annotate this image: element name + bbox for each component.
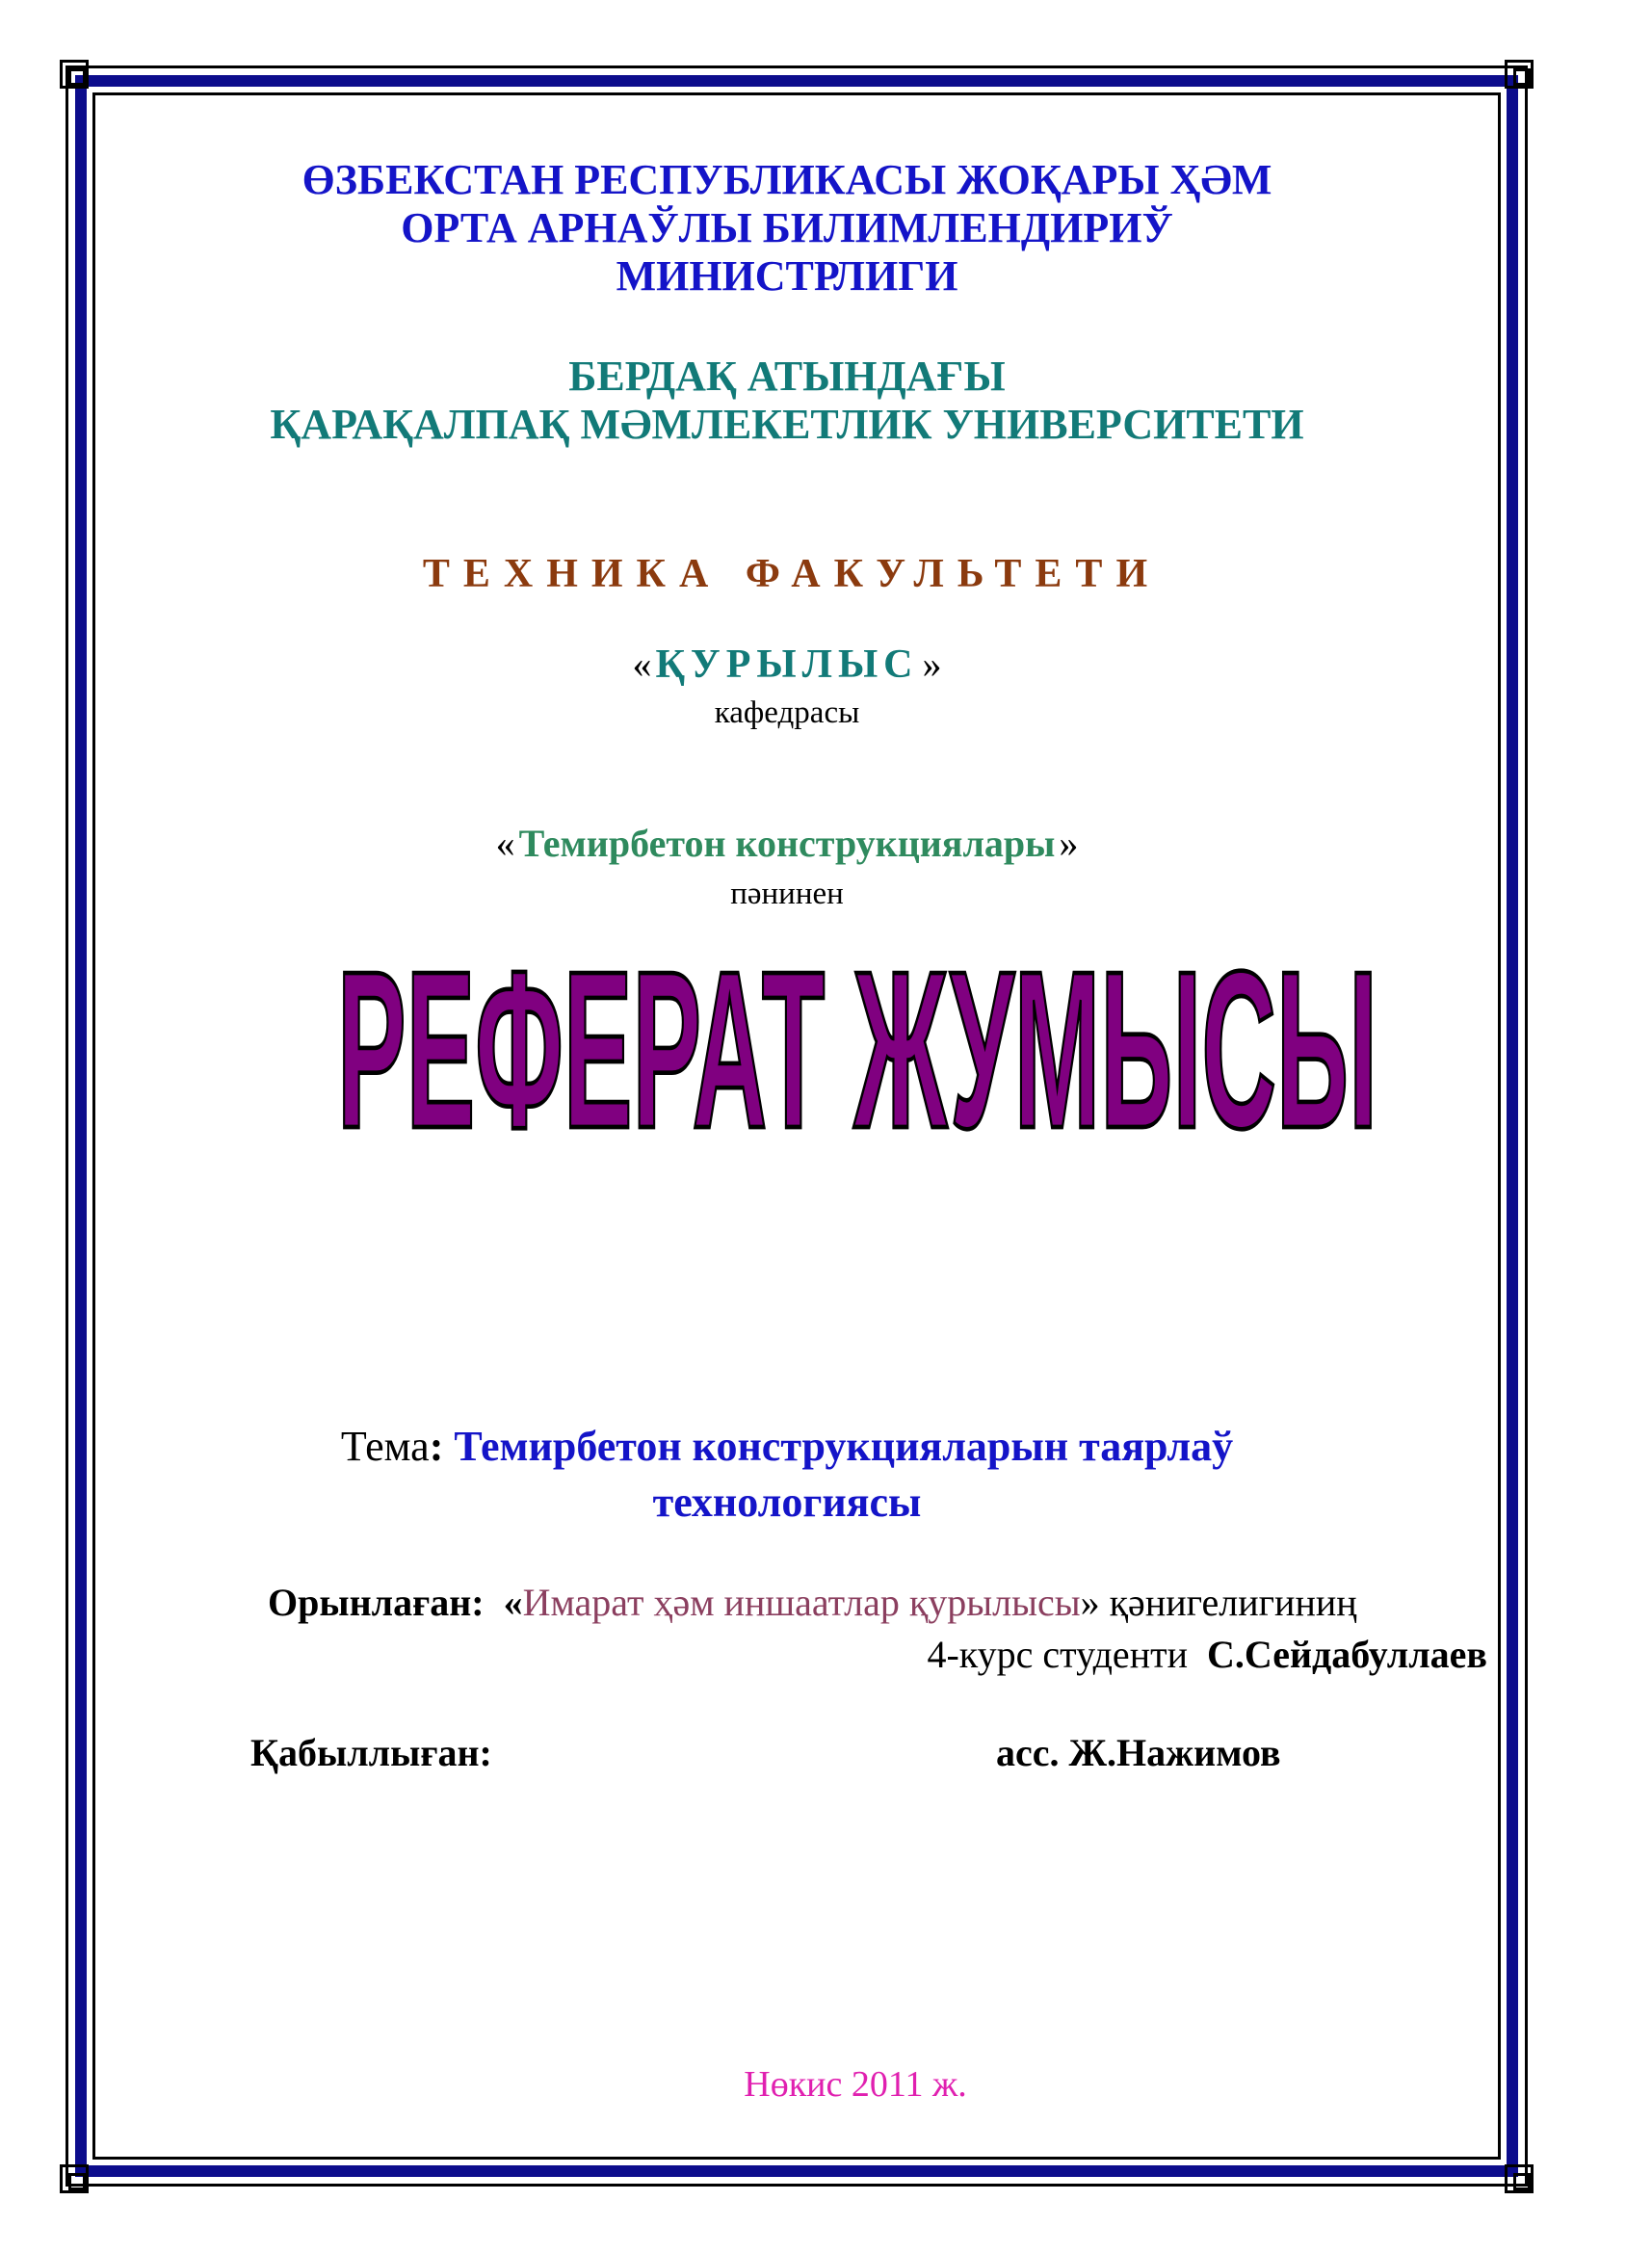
department-close-quote: » (922, 642, 942, 686)
faculty-name: ТЕХНИКА ФАКУЛЬТЕТИ (422, 552, 1162, 596)
topic-line-1 (0, 1418, 1584, 1476)
ministry-line-1: ӨЗБЕКСТАН РЕСПУБЛИКАСЫ ЖОҚАРЫ ҲӘМ (302, 156, 1272, 203)
title-wordart (318, 925, 1397, 1262)
performer-specialty: Имарат ҳәм иншаатлар қурылысы (522, 1581, 1081, 1624)
topic-title-line-1: Темирбетон конструкцияларын таярлаў (454, 1423, 1234, 1470)
student-course: 4-курс студенти (927, 1633, 1188, 1676)
student-line (927, 1632, 1487, 1677)
topic-title-line-2: технологиясы (652, 1479, 922, 1526)
corner-ornament-bottom-left (60, 2164, 89, 2193)
corner-ornament-bottom-right (1505, 2164, 1534, 2193)
university-line-2: ҚАРАҚАЛПАҚ МӘМЛЕКЕТЛИК УНИВЕРСИТЕТИ (270, 401, 1304, 448)
performer-line (268, 1580, 1357, 1625)
receiver-name: асс. Ж.Нажимов (996, 1731, 1281, 1774)
topic-colon: : (429, 1423, 444, 1470)
corner-ornament-top-left (60, 60, 89, 89)
receiver-label: Қабыллыған: (250, 1731, 492, 1774)
department-open-quote: « (632, 642, 652, 686)
ministry-line-3: МИНИСТРЛИГИ (616, 252, 958, 300)
topic-line-2 (0, 1474, 1584, 1532)
performer-after-specialty: » қәнигелигиниң (1080, 1581, 1357, 1624)
university-line-1: БЕРДАҚ АТЫНДАҒЫ (568, 353, 1006, 400)
performer-open-quote: « (503, 1581, 523, 1624)
topic-label: Тема (340, 1423, 430, 1470)
performer-label: Орынлаған: (268, 1581, 485, 1624)
subject-close-quote: » (1059, 822, 1079, 865)
ministry-line-2: ОРТА АРНАЎЛЫ БИЛИМЛЕНДИРИЎ (401, 204, 1173, 251)
department-suffix: кафедрасы (714, 695, 860, 730)
subject-heading (0, 821, 1584, 866)
department-heading (0, 642, 1584, 688)
corner-ornament-top-right (1505, 60, 1534, 89)
student-name: С.Сейдабуллаев (1206, 1633, 1487, 1676)
subject-open-quote: « (495, 822, 515, 865)
subject-name: Темирбетон конструкциялары (518, 822, 1056, 865)
title-text: РЕФЕРАТ ЖУМЫСЫ (337, 925, 1378, 1175)
department-name: ҚУРЫЛЫС (655, 642, 919, 687)
city-year: Нөкис 2011 ж. (744, 2064, 967, 2105)
subject-suffix: пәнинен (730, 877, 844, 911)
